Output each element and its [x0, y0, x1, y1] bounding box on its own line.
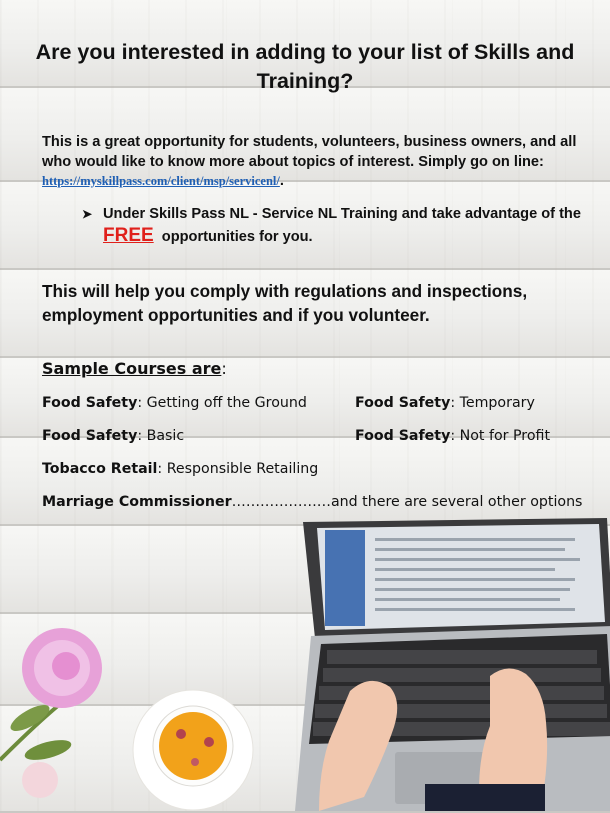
- course-item: [355, 428, 550, 444]
- course-detail: : Temporary: [450, 395, 535, 411]
- course-item: [42, 494, 582, 510]
- course-item: [42, 395, 307, 411]
- free-highlight: FREE: [103, 225, 154, 246]
- course-detail: …………………and there are several other options: [231, 494, 583, 510]
- comply-paragraph: This will help you comply with regulations and inspections, employment opportunities and if you volunteer.: [42, 281, 528, 325]
- course-detail: : Not for Profit: [450, 428, 551, 444]
- course-detail: : Getting off the Ground: [137, 395, 307, 411]
- course-item: [42, 461, 318, 477]
- course-name: Food Safety: [42, 428, 138, 444]
- arrow-bullet-icon: ➤: [82, 207, 93, 221]
- intro-text: This is a great opportunity for students, volunteers, business owners, and all who would like to know more about topics of interest. Simply go on line:: [42, 134, 577, 170]
- sample-heading-colon: :: [221, 359, 227, 378]
- bullet-text: [103, 203, 582, 248]
- sample-heading-text: Sample Courses are: [42, 359, 222, 378]
- bullet-before: Under Skills Pass NL - Service NL Training and take advantage of the: [103, 206, 581, 222]
- skillpass-link[interactable]: https://myskillpass.com/client/msp/servicenl/: [42, 174, 280, 188]
- bullet-after: opportunities for you.: [153, 229, 313, 245]
- course-detail: : Responsible Retailing: [157, 461, 319, 477]
- intro-period: .: [279, 173, 284, 189]
- course-item: [355, 395, 535, 411]
- course-name: Food Safety: [355, 428, 451, 444]
- course-name: Marriage Commissioner: [42, 494, 232, 510]
- sample-courses-heading: [42, 359, 227, 378]
- course-detail: : Basic: [137, 428, 185, 444]
- course-name: Food Safety: [42, 395, 138, 411]
- skills-pass-bullet: [82, 203, 582, 248]
- course-name: Food Safety: [355, 395, 451, 411]
- intro-paragraph: [42, 133, 587, 192]
- course-name: Tobacco Retail: [42, 461, 158, 477]
- page-title: Are you interested in adding to your list of Skills and Training?: [35, 40, 575, 93]
- course-item: [42, 428, 184, 444]
